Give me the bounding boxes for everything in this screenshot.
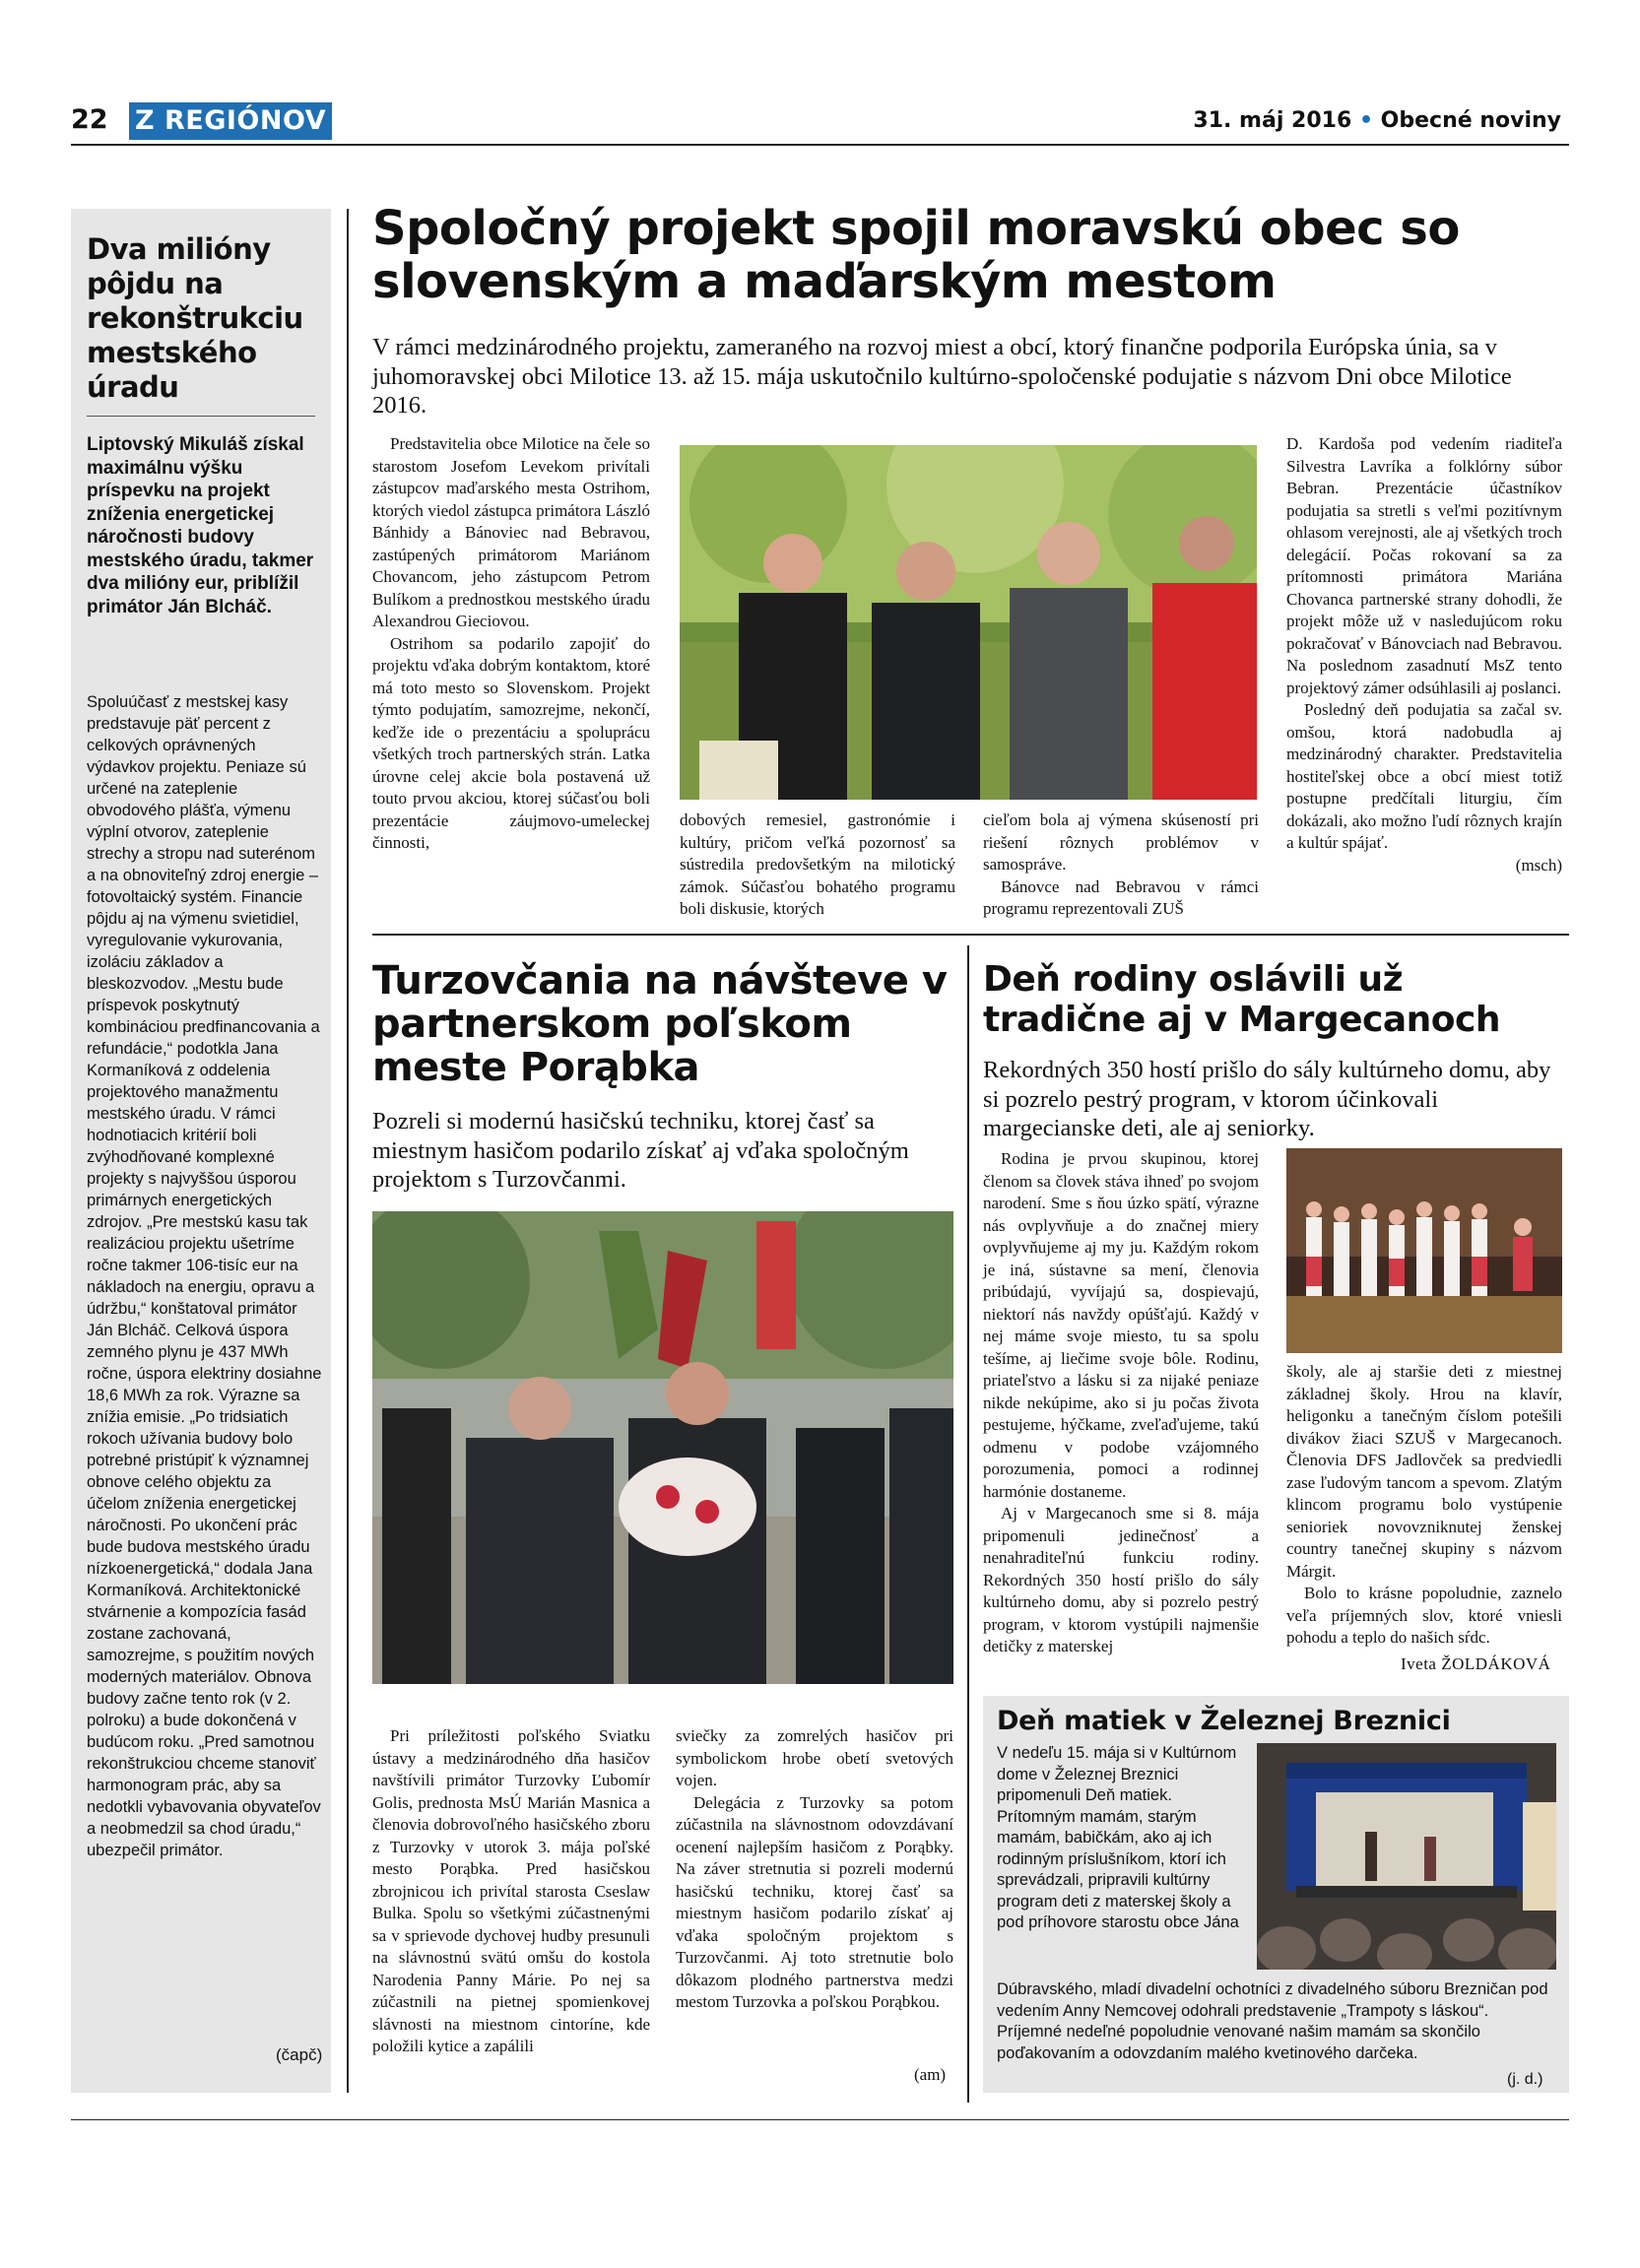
article2-photo [372, 1211, 953, 1684]
article3-signature: Iveta ŽOLDÁKOVÁ [1401, 1654, 1551, 1673]
issue-date: 31. máj 2016 [1193, 108, 1352, 133]
article3-paragraph: Rodina je prvou skupinou, ktorej členom sa človek stáva ihneď po svojom narodení. Sme s ňou úzko spätí, výrazne nás ovplyvňuje a do značnej miery ovplyvňujeme aj my ju. Každým rokom je iná, sústavne sa mení, členovia pribúdajú, vyvíjajú sa, dospievajú, niektorí nás navždy opúšťajú. Každý v nej máme svoje miesto, tu sa spolu tešíme, aj liečime svoje bôle. Rodinu, priateľstvo a lásku si za nijaké peniaze nikde nekúpime, ako si ju počas života pestujeme, hýčkame, zveľaďujeme, takú odmenu v podobe vzájomného porozumenia, pomoci a rodinnej harmónie dostaneme. [983, 1149, 1259, 1501]
article4-body-side: V nedeľu 15. mája si v Kultúrnom dome v Železnej Breznici pripomenuli Deň matiek. Prítomným mamám, starým mamám, babičkám, ako aj ich rodinným príslušníkom, ktorí ich sprevádzali, pripravili kultúrny program deti z materskej školy a pod príhovore starostu obce Jána [997, 1744, 1239, 1931]
sidebar-lead: Liptovský Mikuláš získal maximálnu výšku príspevku na projekt zníženia energetickej náročnosti budovy mestského úradu, takmer dva milióny eur, priblížil primátor Ján Blcháč. [87, 434, 314, 617]
sidebar-divider [87, 416, 315, 417]
article4-body-full: Dúbravského, mladí divadelní ochotníci z divadelného súboru Brezničan pod vedením Anny Nemcovej odohrali predstavenie „Trampoty s láskou“. Príjemné nedeľné popoludnie venované našim mamám sa skončilo poďakovaním a odovzdaním malého kvetinového darčeka. [997, 1980, 1548, 2062]
article2-paragraph: sviečky za zomrelých hasičov pri symbolickom hrobe obetí svetových vojen. [676, 1726, 953, 1789]
sidebar-column-rule [347, 209, 349, 2093]
bullet-icon: • [1358, 108, 1373, 133]
page-bottom-rule [71, 2119, 1569, 2120]
article1-paragraph: Predstavitelia obce Milotice na čele so starostom Josefom Levekom privítali zástupcov maďarského mesta Ostrihom, ktorých viedol zástupca primátora László Bánhidy a Bánoviec nad Bebravou, zastúpených primátorom Mariánom Chovancom, jeho zástupcom Petrom Bulíkom a prednostkou mestského úradu Alexandrou Gieciovou. [372, 434, 650, 630]
article2-signature: (am) [914, 2065, 947, 2084]
article3-paragraph: školy, ale aj staršie deti z miestnej základnej školy. Hrou na klavír, heligonku a tanečným číslom potešili divákov žiaci SZUŠ v Margecanoch. Členovia DFS Jadlovček sa predviedli zase ľudovým tancom a spevom. Zlatým klincom programu bolo vystúpenie senioriek novovzniknutej ženskej country tanečnej skupiny s názvom Márgit. [1286, 1362, 1562, 1581]
article3-photo [1286, 1148, 1562, 1353]
article3-paragraph: Aj v Margecanoch sme si 8. mája pripomenuli jedinečnosť a nenahraditeľnú funkciu rodiny. Rekordných 350 hostí prišlo do sály kultúrneho domu, aby si pozrelo pestrý program, v ktorom vystúpili najmenšie detičky z materskej [983, 1504, 1259, 1655]
article4-title: Deň matiek v Železnej Breznici [997, 1706, 1451, 1736]
article1-col4 [1286, 433, 1562, 876]
article3-paragraph: Bolo to krásne popoludnie, zaznelo veľa príjemných slov, ktoré vniesli pohodu a teplo do našich sŕdc. [1286, 1584, 1562, 1647]
article1-paragraph: dobových remesiel, gastronómie i kultúry, pričom veľká pozornosť sa sústredila predovšetkým na milotický zámok. Súčasťou bohatého programu boli diskusie, ktorých [680, 810, 955, 918]
header-rule [71, 144, 1569, 146]
article2-title: Turzovčania na návšteve v partnerskom poľskom meste Porąbka [372, 958, 948, 1090]
article4-signature: (j. d.) [1507, 2071, 1543, 2088]
article3-lead: Rekordných 350 hostí prišlo do sály kultúrneho domu, aby si pozrelo pestrý program, v ktorom účinkovali margecianske deti, ale aj seniorky. [983, 1057, 1551, 1141]
article1-lead: V rámci medzinárodného projektu, zameraného na rozvoj miest a obcí, ktorý finančne podporila Európska únia, sa v juhomoravskej obci Milotice 13. až 15. mája uskutočnilo kultúrno-spoločenské podujatie s názvom Dni obce Milotice 2016. [372, 334, 1512, 419]
article1-bottom-rule [372, 934, 1569, 936]
article3-col2 [1286, 1361, 1562, 1650]
article2-paragraph: Pri príležitosti poľského Sviatku ústavy a medzinárodného dňa hasičov navštívili primátor Turzovky Ľubomír Golis, prednosta MsÚ Marián Masnica a členovia dobrovoľného hasičského zboru z Turzovky v utorok 3. mája poľské mesto Porąbka. Pred hasičskou zbrojnicou ich privítal starosta Cseslaw Bulka. Spolu so všetkými zúčastnenými sa v sprievode dychovej hudby presunuli na slávnostnú svätú omšu do kostola Narodenia Panny Márie. Po nej sa zúčastnili na pietnej spomienkovej slávnosti na miestnom cintoríne, kde položili kytice a zapálili [372, 1726, 650, 2055]
sidebar-title: Dva milióny pôjdu na rekonštrukciu mestského úradu [87, 232, 303, 404]
article1-paragraph: D. Kardoša pod vedením riaditeľa Silvestra Lavríka a folklórny súbor Bebran. Prezentácie účastníkov podujatia sa stretli s veľmi pozitívnym ohlasom verejnosti, ale aj všetkých troch delegácií. Počas rokovaní sa za prítomnosti primátora Mariána Chovanca partnerské strany dohodli, že projekt môže už v nasledujúcom roku pokračovať v Bánovciach nad Bebravou. Na poslednom zasadnutí MsZ tento projektový zámer odsúhlasili aj poslanci. [1286, 434, 1562, 697]
article3-title: Deň rodiny oslávili už tradične aj v Margecanoch [983, 959, 1500, 1040]
article1-col1 [372, 433, 650, 855]
article1-paragraph: Posledný deň podujatia sa začal sv. omšou, ktorá nadobudla aj medzinárodný charakter. Predstavitelia hostiteľskej obce a obcí miest totiž postupne predčítali liturgiu, čím dokázali, ako možno ľudí rôznych krajín a kultúr spájať. [1286, 700, 1562, 852]
sidebar-body: Spoluúčasť z mestskej kasy predstavuje päť percent z celkových oprávnených výdavkov projektu. Peniaze sú určené na zateplenie obvodového plášťa, výmenu výplní otvorov, zateplenie strechy a stropu nad suterénom a na obnoviteľný zdroj energie – fotovoltaický systém. Financie pôjdu aj na výmenu svietidiel, vyregulovanie vykurovania, izoláciu základov a bleskozvodov. „Mestu bude príspevok poskytnutý kombináciou predfinancovania a refundácie,“ podotkla Jana Kormaníková z oddelenia projektového manažmentu mestského úradu. V rámci hodnotiacich kritérií boli zvýhodňované komplexné projekty s najvyššou úsporou primárnych energetických zdrojov. „Pre mestskú kasu tak realizáciou projektu ušetríme ročne takmer 106-tisíc eur na nákladoch na energiu, opravu a údržbu,“ konštatoval primátor Ján Blcháč. Celková úspora zemného plynu je 437 MWh ročne, úspora elektriny dosiahne 18,6 MWh za rok. Výrazne sa znížia emisie. „Po tridsiatich rokoch užívania budovy bolo potrebné pristúpiť k významnej obnove celého objektu za účelom zníženia energetickej náročnosti. Po ukončení prác bude budova mestského úradu nízkoenergetická,“ dodala Jana Kormaníková. Architektonické stvárnenie a kompozícia fasád zostane zachovaná, samozrejme, s použitím nových moderných materiálov. Obnova budovy začne tento rok (v 2. polroku) a bude dokončená v budúcom roku. „Pred samotnou rekonštrukciou chceme stanoviť harmonogram prác, aby sa nedotkli vybavovania obyvateľov a neobmedzil sa chod úradu,“ ubezpečil primátor. [87, 693, 322, 1859]
article4-photo [1257, 1743, 1556, 1970]
page-number: 22 [71, 104, 108, 135]
article2-col1 [372, 1725, 650, 2058]
article1-paragraph: Bánovce nad Bebravou v rámci programu reprezentovali ZUŠ [983, 876, 1259, 918]
article1-signature: (msch) [1515, 855, 1562, 875]
article2-lead: Pozreli si modernú hasičskú techniku, ktorej časť sa miestnym hasičom podarilo získať aj vďaka spoločným projektom s Turzovčanmi. [372, 1108, 909, 1193]
article1-paragraph: cieľom bola aj výmena skúseností pri riešení rôznych problémov v samospráve. [983, 810, 1259, 874]
article1-photo [680, 445, 1257, 800]
article3-col1 [983, 1148, 1259, 1658]
publication-name: Obecné noviny [1380, 108, 1561, 133]
article1-col2 [680, 810, 955, 921]
section-label: Z REGIÓNOV [129, 102, 332, 140]
middle-column-rule [967, 945, 969, 2103]
article2-col2 [676, 1725, 953, 2014]
article1-col3 [983, 810, 1259, 921]
article2-paragraph: Delegácia z Turzovky sa potom zúčastnila na slávnostnom odovzdávaní ocenení najlepším hasičom z Porąbky. Na záver stretnutia si pozreli modernú hasičskú techniku, ktorej časť sa miestnym hasičom podarilo získať aj vďaka spoločným projektom s Turzovčanmi. Aj toto stretnutie bolo dôkazom plodného partnerstva medzi mestom Turzovka a poľskou Porąbkou. [676, 1792, 953, 2011]
sidebar-signature: (čapč) [276, 2045, 323, 2064]
issue-info [1193, 108, 1561, 133]
article1-paragraph: Ostrihom sa podarilo zapojiť do projektu vďaka dobrým kontaktom, ktoré má toto mesto so Slovenskom. Projekt týmto podujatím, samozrejme, nekončí, keďže ide o prezentáciu a spoluprácu všetkých troch partnerských strán. Latka úrovne celej akcie bola postavená už touto prvou akciou, ktorej súčasťou boli prezentácie záujmovo-umeleckej činnosti, [372, 633, 650, 852]
article1-title: Spoločný projekt spojil moravskú obec so slovenským a maďarským mestom [372, 201, 1460, 309]
